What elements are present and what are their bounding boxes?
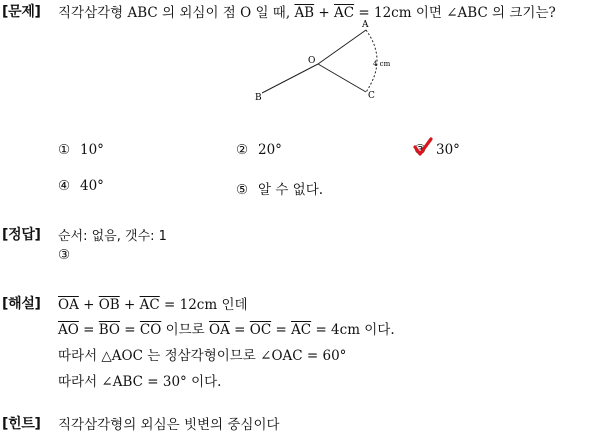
label-b: B — [255, 93, 262, 103]
choice-5-text: 알 수 없다. — [258, 182, 324, 198]
choice-1-number: ① — [58, 142, 71, 158]
choice-3-number: ③ — [414, 142, 427, 158]
choice-2[interactable] — [236, 142, 282, 158]
triangle-figure — [250, 18, 410, 104]
segment-co: $\overline{CO}$ — [139, 322, 162, 338]
explanation-text: = 12cm 인데 — [159, 297, 248, 313]
equals-sign: = — [271, 322, 292, 338]
segment-oc: $\overline{OC}$ — [249, 322, 272, 338]
explanation-line-1 — [58, 293, 248, 313]
plus-sign: + — [314, 5, 335, 21]
explanation-text: 이므로 — [161, 322, 210, 338]
explanation-tag: [해설] — [2, 296, 41, 312]
plus-sign: + — [78, 297, 99, 313]
choice-5-number: ⑤ — [236, 182, 249, 198]
choice-1[interactable] — [58, 142, 104, 158]
choice-2-number: ② — [236, 142, 249, 158]
segment-ob — [262, 64, 318, 93]
label-c: C — [368, 91, 375, 101]
segment-ac: $\overline{AC}$ — [334, 5, 355, 21]
equals-sign: = — [78, 322, 99, 338]
segment-oa: $\overline{OA}$ — [58, 297, 79, 313]
hint-tag: [힌트] — [2, 416, 41, 432]
question-text-end: = 12cm 이면 ∠ABC 의 크기는? — [354, 5, 556, 21]
explanation-line-3: 따라서 △AOC 는 정삼각형이므로 ∠OAC = 60° — [58, 348, 347, 364]
problem-tag: [문제] — [2, 4, 41, 20]
explanation-text: = 4cm 이다. — [311, 322, 395, 338]
segment-ac: $\overline{AC}$ — [291, 322, 312, 338]
hint-text: 직각삼각형의 외심은 빗변의 중심이다 — [58, 417, 280, 433]
choice-4-text: 40° — [80, 178, 104, 194]
label-length: 4 cm — [373, 60, 391, 68]
equals-sign: = — [119, 322, 140, 338]
choice-3-text: 30° — [436, 142, 460, 158]
question-text-start: 직각삼각형 ABC 의 외심이 점 O 일 때, — [58, 5, 295, 21]
choice-2-text: 20° — [258, 142, 282, 158]
choice-4[interactable] — [58, 178, 104, 194]
segment-oa: $\overline{OA}$ — [209, 322, 230, 338]
label-o: O — [308, 56, 316, 66]
segment-oa — [318, 30, 366, 64]
choice-4-number: ④ — [58, 178, 71, 194]
answer-line-1: 순서: 없음, 갯수: 1 — [58, 229, 167, 244]
segment-oc — [318, 64, 366, 92]
explanation-line-4: 따라서 ∠ABC = 30° 이다. — [58, 374, 222, 390]
segment-ob: $\overline{OB}$ — [98, 297, 120, 313]
label-a: A — [362, 20, 369, 30]
answer-tag: [정답] — [2, 227, 41, 243]
equals-sign: = — [229, 322, 250, 338]
segment-bo: $\overline{BO}$ — [98, 322, 120, 338]
checkmark-icon — [413, 137, 433, 157]
answer-line-2: ③ — [58, 247, 71, 263]
plus-sign: + — [119, 297, 140, 313]
choice-5[interactable] — [236, 178, 323, 198]
segment-ac: $\overline{AC}$ — [139, 297, 160, 313]
explanation-line-2 — [58, 318, 395, 338]
segment-ab: $\overline{AB}$ — [294, 5, 315, 21]
segment-ao: $\overline{AO}$ — [58, 322, 79, 338]
choice-1-text: 10° — [80, 142, 104, 158]
